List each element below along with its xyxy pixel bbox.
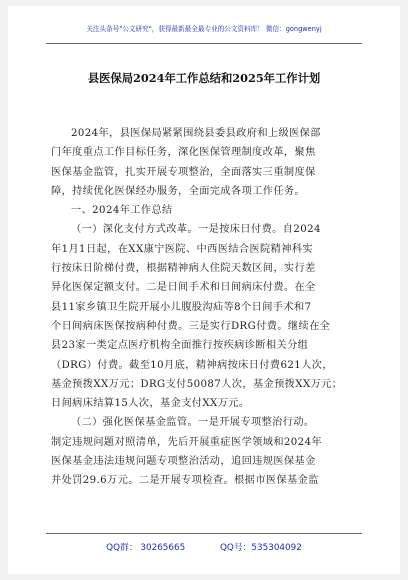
document-body bbox=[51, 124, 359, 491]
body-line: 一、2024年工作总结 bbox=[71, 205, 173, 217]
document-title: 县医保局2024年工作总结和2025年工作计划 bbox=[87, 71, 321, 85]
body-line: 县11家乡镇卫生院开展小儿腹股沟疝等8个日间手术和7 bbox=[51, 301, 312, 313]
body-line: 门年度重点工作目标任务，深化医保管理制度改革，聚焦 bbox=[51, 147, 316, 159]
body-line: 日间病床结算15人次，基金支付XX万元。 bbox=[51, 398, 250, 410]
body-line: 障，持续优化医保经办服务，全面完成各项工作任务。 bbox=[51, 185, 306, 197]
body-line: 个日间病床医保按病种付费。三是实行DRG付费。继续在全 bbox=[51, 320, 331, 332]
body-line: 县23家一类定点医疗机构全面推行按疾病诊断相关分组 bbox=[51, 340, 309, 352]
header-divider bbox=[46, 43, 362, 44]
body-line: （DRG）付费。截至10月底，精神病按床日付费621人次， bbox=[51, 359, 333, 371]
document-page bbox=[8, 6, 400, 574]
body-line: 基金预拨XX万元；DRG支付50087人次，基金预拨XX万元； bbox=[51, 378, 343, 390]
body-line: 年1月1日起，在XX康宁医院、中西医结合医院精神科实 bbox=[51, 243, 313, 255]
footer-divider bbox=[46, 533, 362, 534]
footer-qq-number: QQ号：535304092 bbox=[219, 543, 302, 553]
body-line: （二）强化医保基金监管。一是开展专项整治行动。 bbox=[71, 417, 315, 429]
body-line: 并处罚29.6万元。二是开展专项检查。根据市医保基金监 bbox=[51, 475, 319, 487]
body-line: 行按床日阶梯付费，根据精神病人住院天数区间，实行差 bbox=[51, 263, 316, 275]
body-line: 制定违规问题对照清单，先后开展重症医学领域和2024年 bbox=[51, 436, 323, 448]
body-line: 2024年，县医保局紧紧围绕县委县政府和上级医保部 bbox=[71, 128, 321, 139]
body-line: 异化医保定额支付。二是日间手术和日间病床付费。在全 bbox=[51, 282, 316, 294]
footer-qq-group: QQ群： 30265665 bbox=[106, 543, 186, 553]
body-line: 医保基金违法违规问题专项整治活动，追回违规医保基金 bbox=[51, 456, 316, 468]
footer-contact bbox=[8, 540, 400, 553]
body-line: （一）深化支付方式改革。一是按床日付费。自2024 bbox=[71, 224, 321, 236]
body-line: 医保基金监管，扎实开展专项整治，全面落实三重制度保 bbox=[51, 166, 316, 178]
header-promo-text: 关注头条号"公文研究"，获得最新最全最专业的公文资料库！ 微信：gongwenyj bbox=[86, 25, 322, 33]
